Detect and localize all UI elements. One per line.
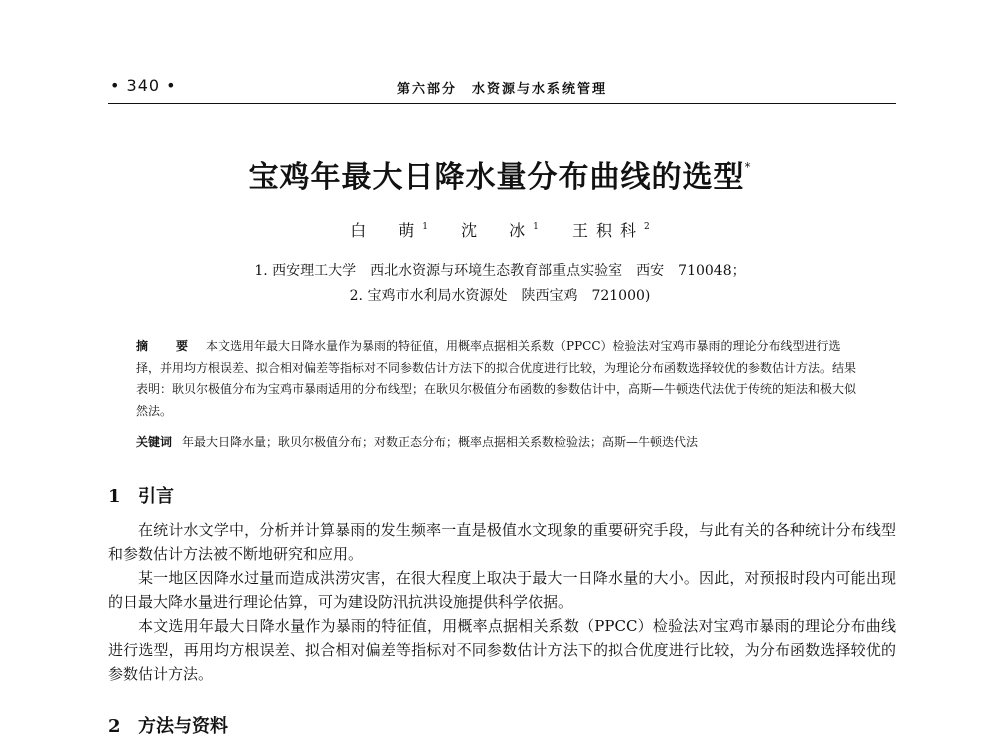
section-number: 2: [108, 716, 121, 737]
keywords-label: 关键词: [136, 435, 173, 449]
author: [350, 221, 428, 240]
keywords: [136, 433, 862, 450]
title-footnote-mark: *: [744, 160, 752, 174]
paragraph: 某一地区因降水过量而造成洪涝灾害，在很大程度上取决于最大一日降水量的大小。因此，对预报时段内可能出现的日最大降水量进行理论估算，可为建设防汛抗洪设施提供科学依据。: [108, 569, 896, 611]
running-section-title: 第六部分 水资源与水系统管理: [396, 82, 607, 97]
paragraph: 本文选用年最大日降水量作为暴雨的特征值，用概率点据相关系数（PPCC）检验法对宝鸡市暴雨的理论分布曲线进行选型，再用均方根误差、拟合相对偏差等指标对不同参数估计方法下的拟合优度进行比较，为分布函数选择较优的参数估计方法。: [108, 617, 896, 683]
abstract: [136, 336, 862, 422]
author-name: 沈 冰: [461, 221, 534, 240]
author-list: [0, 218, 1000, 241]
section-title: 引言: [138, 486, 174, 507]
author-name: 王积科: [571, 221, 644, 240]
section-number: 1: [108, 486, 121, 507]
page-number: • 340 •: [110, 76, 177, 95]
keywords-text: 年最大日降水量；耿贝尔极值分布；对数正态分布；概率点据相关系数检验法；高斯—牛顿迭代法: [182, 435, 699, 449]
author: [461, 221, 539, 240]
abstract-text: 本文选用年最大日降水量作为暴雨的特征值，用概率点据相关系数（PPCC）检验法对宝鸡市暴雨的理论分布线型进行选择，并用均方根误差、拟合相对偏差等指标对不同参数估计方法下的拟合优度进行比较，为理论分布函数选择较优的参数估计方法。结果表明：耿贝尔极值分布为宝鸡市暴雨适用的分布线型；在耿贝尔极值分布函数的参数估计中，高斯—牛顿迭代法优于传统的矩法和极大似然法。: [136, 339, 857, 418]
paper-title-text: 宝鸡年最大日降水量分布曲线的选型: [248, 160, 745, 195]
author-affil-mark: 1: [422, 222, 429, 232]
author-name: 白 萌: [350, 221, 423, 240]
affiliation: 2. 宝鸡市水利局水资源处 陕西宝鸡 721000): [349, 288, 651, 304]
author: [572, 221, 650, 240]
running-header: [108, 74, 896, 102]
header-rule: [108, 103, 896, 104]
paragraph: 在统计水文学中，分析并计算暴雨的发生频率一直是极值水文现象的重要研究手段，与此有关的各种统计分布线型和参数估计方法被不断地研究和应用。: [108, 521, 896, 563]
section-heading: [108, 712, 228, 738]
affiliation: 1. 西安理工大学 西北水资源与环境生态教育部重点实验室 西安 710048；: [254, 263, 746, 279]
body-text: [108, 518, 896, 686]
abstract-label: 摘 要: [136, 339, 197, 353]
paper-title: [0, 152, 1000, 196]
section-title: 方法与资料: [138, 716, 228, 737]
author-affil-mark: 1: [533, 222, 539, 232]
author-affil-mark: 2: [643, 222, 650, 232]
section-heading: [108, 482, 174, 508]
